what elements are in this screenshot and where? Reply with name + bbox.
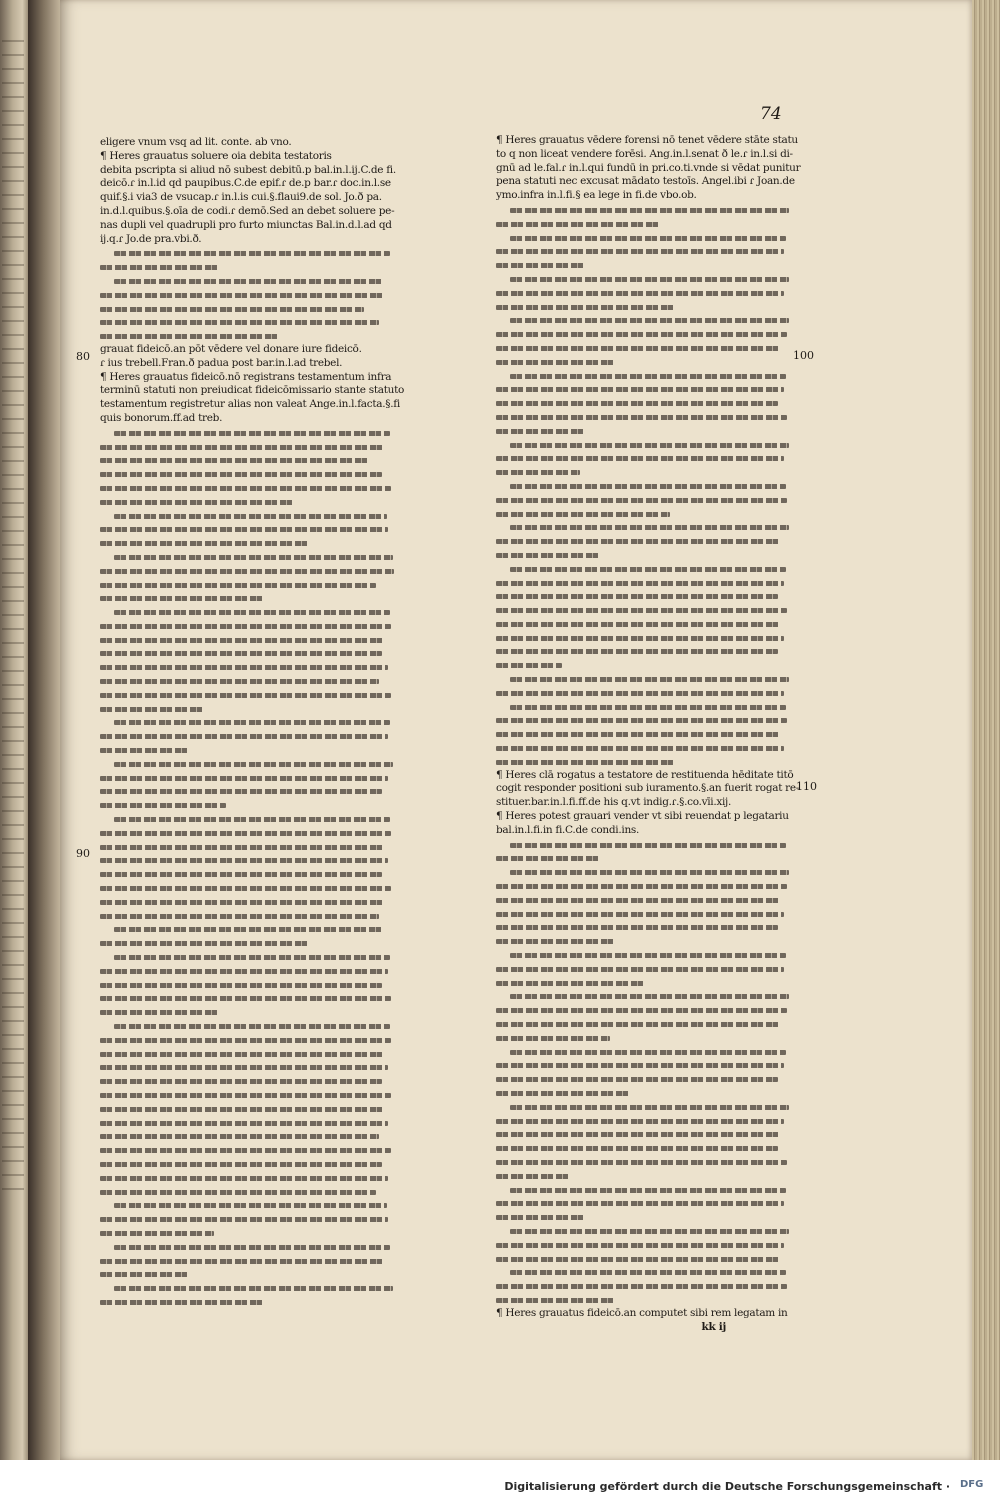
text-line xyxy=(100,481,400,495)
text-line xyxy=(496,617,796,631)
text-line xyxy=(100,798,400,812)
left-text-column xyxy=(100,136,405,1309)
text-line: ymo.infra in.l.fi.§ ea lege in fi.de vbo.ob. xyxy=(496,189,697,202)
text-line xyxy=(496,603,796,617)
text-line xyxy=(100,964,400,978)
text-line: in.d.l.quibus.§.oīa de codi.ɾ demō.Sed an debet soluere pe- xyxy=(100,204,395,217)
text-line xyxy=(100,771,400,785)
text-line xyxy=(100,1074,400,1088)
text-line xyxy=(100,715,400,729)
text-line xyxy=(100,1212,400,1226)
text-line xyxy=(100,1047,400,1061)
text-line: deicō.ɾ in.l.id qd paupibus.C.de epif.ɾ de.p bar.ɾ doc.in.l.se xyxy=(100,177,391,190)
text-line xyxy=(496,838,796,852)
text-line xyxy=(496,396,796,410)
text-line xyxy=(496,989,796,1003)
text-line xyxy=(496,410,796,424)
text-line xyxy=(496,1031,796,1045)
text-line xyxy=(496,851,796,865)
text-line xyxy=(496,727,796,741)
text-line xyxy=(496,948,796,962)
left-page-edge xyxy=(0,0,28,1499)
text-line xyxy=(496,272,796,286)
book-page xyxy=(60,0,972,1460)
text-line xyxy=(100,881,400,895)
text-line: bal.in.l.fi.in fi.C.de condi.ins. xyxy=(496,823,640,836)
text-line xyxy=(496,644,796,658)
text-line xyxy=(496,231,796,245)
text-line xyxy=(496,1086,796,1100)
text-line xyxy=(100,426,400,440)
text-line xyxy=(100,1116,400,1130)
text-line xyxy=(100,1254,400,1268)
text-line xyxy=(496,1169,796,1183)
text-line xyxy=(496,700,796,714)
text-line xyxy=(100,619,400,633)
text-line xyxy=(496,479,796,493)
page-number: 74 xyxy=(760,104,782,124)
text-line: to q non liceat vendere forēsi. Ang.in.l.senat ð le.ɾ in.l.si di- xyxy=(496,147,793,160)
text-line: nas dupli vel quadrupli pro furto miunctas Bal.in.d.l.ad qd xyxy=(100,218,392,231)
margin-number-100: 100 xyxy=(793,349,814,362)
text-line xyxy=(496,976,796,990)
text-line xyxy=(100,674,400,688)
text-line: eligere vnum vsq ad lit. conte. ab vno. xyxy=(100,136,292,148)
text-line xyxy=(496,589,796,603)
text-line xyxy=(100,826,400,840)
text-line xyxy=(496,203,796,217)
text-line xyxy=(496,1224,796,1238)
text-line: ¶ Heres grauatus soluere oia debita testatoris xyxy=(100,149,332,162)
text-line: ¶ Heres grauatus fideicō.an computet sibi rem legatam in xyxy=(496,1306,788,1319)
text-line xyxy=(100,991,400,1005)
text-line xyxy=(100,1185,400,1199)
text-line xyxy=(100,578,400,592)
text-line xyxy=(496,313,796,327)
text-line xyxy=(496,244,796,258)
text-line xyxy=(100,660,400,674)
text-line xyxy=(100,1157,400,1171)
text-line xyxy=(100,784,400,798)
book-gutter xyxy=(28,0,62,1499)
text-line xyxy=(100,302,400,316)
text-line xyxy=(496,934,796,948)
text-line: gnū ad le.fal.ɾ in.l.qui fundū in pri.co.ti.vnde si vēdat punitur xyxy=(496,161,801,174)
text-line xyxy=(496,286,796,300)
text-line xyxy=(100,440,400,454)
text-line xyxy=(496,493,796,507)
text-line: debita pscripta si aliud nō subest debitū.p bal.in.l.ij.C.de fi. xyxy=(100,163,396,176)
text-line: ij.q.ɾ Jo.de pra.vbi.ð. xyxy=(100,232,202,245)
text-line xyxy=(496,451,796,465)
text-line xyxy=(496,355,796,369)
text-line xyxy=(496,369,796,383)
text-line xyxy=(496,893,796,907)
text-line xyxy=(100,1005,400,1019)
text-line: testamentum registretur alias non valeat Ange.in.l.facta.§.fi xyxy=(100,398,400,411)
text-line xyxy=(100,1295,400,1309)
text-line xyxy=(100,1171,400,1185)
text-line xyxy=(496,562,796,576)
text-line xyxy=(496,382,796,396)
text-line xyxy=(100,702,400,716)
signature-mark: kk ij xyxy=(701,1320,726,1333)
text-line: ɾ ius trebell.Fran.ð padua post bar.in.l.ad trebel. xyxy=(100,356,343,369)
right-text-column xyxy=(496,134,801,1334)
text-line xyxy=(100,1226,400,1240)
text-line xyxy=(496,1127,796,1141)
text-line xyxy=(100,536,400,550)
text-line xyxy=(496,1045,796,1059)
text-line xyxy=(100,1060,400,1074)
text-line xyxy=(100,743,400,757)
text-line xyxy=(496,217,796,231)
text-line xyxy=(496,741,796,755)
margin-number-90: 90 xyxy=(76,847,90,860)
text-line xyxy=(496,865,796,879)
text-line xyxy=(496,1196,796,1210)
text-line xyxy=(100,1129,400,1143)
margin-number-80: 80 xyxy=(76,350,90,363)
text-line xyxy=(100,812,400,826)
text-line xyxy=(496,1017,796,1031)
text-line xyxy=(100,646,400,660)
text-line xyxy=(496,658,796,672)
text-line: quif.§.i via3 de vsucap.ɾ in.l.is cui.§.flaui9.de sol. Jo.ð pa. xyxy=(100,191,382,204)
text-line xyxy=(496,1293,796,1307)
text-line: quis bonorum.ff.ad treb. xyxy=(100,411,223,424)
text-line xyxy=(496,576,796,590)
text-line: ¶ Heres grauatus fideicō.nō registrans testamentum infra xyxy=(100,370,392,383)
text-line xyxy=(100,509,400,523)
text-line xyxy=(496,1238,796,1252)
text-line xyxy=(496,548,796,562)
text-line xyxy=(496,424,796,438)
text-line xyxy=(496,1252,796,1266)
text-line xyxy=(496,1155,796,1169)
text-line: grauat fideicō.an pōt vēdere vel donare iure fideicō. xyxy=(100,342,362,355)
text-line xyxy=(496,907,796,921)
text-line xyxy=(100,978,400,992)
text-line xyxy=(100,1143,400,1157)
text-line xyxy=(100,288,400,302)
text-line: ¶ Heres clā rogatus a testatore de restituenda hēditate titō xyxy=(496,768,794,781)
text-line xyxy=(496,686,796,700)
text-line xyxy=(496,465,796,479)
text-line xyxy=(100,274,400,288)
margin-number-110: 110 xyxy=(796,780,817,793)
text-line: ¶ Heres potest grauari vender vt sibi reuendat p legatariu xyxy=(496,810,789,823)
text-line xyxy=(100,591,400,605)
text-line xyxy=(100,950,400,964)
text-line xyxy=(100,246,400,260)
text-line xyxy=(100,453,400,467)
text-line xyxy=(496,962,796,976)
text-line xyxy=(100,867,400,881)
page-stack-edge xyxy=(972,0,1000,1460)
text-line xyxy=(496,920,796,934)
text-line xyxy=(496,341,796,355)
text-line: stituer.bar.in.l.fi.ff.de his q.vt indig.ɾ.§.co.vīi.xij. xyxy=(496,796,732,809)
text-line xyxy=(496,520,796,534)
text-line xyxy=(496,672,796,686)
text-line xyxy=(100,936,400,950)
text-line xyxy=(100,564,400,578)
text-line xyxy=(496,1279,796,1293)
text-line xyxy=(100,1102,400,1116)
text-line xyxy=(496,327,796,341)
text-line xyxy=(100,909,400,923)
text-line xyxy=(496,1072,796,1086)
text-line xyxy=(100,840,400,854)
text-line xyxy=(100,895,400,909)
text-line: ¶ Heres grauatus vēdere forensi nō tenet vēdere stāte statu xyxy=(496,134,798,146)
text-line xyxy=(496,1141,796,1155)
text-line xyxy=(496,1100,796,1114)
text-line xyxy=(496,1003,796,1017)
text-line xyxy=(100,1240,400,1254)
text-line xyxy=(496,1210,796,1224)
text-line xyxy=(496,534,796,548)
text-line xyxy=(496,1183,796,1197)
text-line xyxy=(496,1114,796,1128)
dfg-logo: DFG xyxy=(960,1479,984,1490)
text-line xyxy=(100,315,400,329)
text-line: pena statuti nec excusat mādato testoīs. Angel.ibi ɾ Joan.de xyxy=(496,175,795,188)
text-line xyxy=(100,329,400,343)
text-line xyxy=(496,1058,796,1072)
text-line xyxy=(100,688,400,702)
text-line xyxy=(496,879,796,893)
text-line xyxy=(496,755,796,769)
text-line: terminū statuti non preiudicat fideicōmissario stante statuto xyxy=(100,384,405,397)
text-line xyxy=(100,550,400,564)
left-page-text-fragment xyxy=(2,40,24,1200)
text-line xyxy=(496,507,796,521)
text-line xyxy=(100,1088,400,1102)
footer-funding-text: Digitalisierung gefördert durch die Deutsche Forschungsgemeinschaft · xyxy=(504,1480,950,1493)
text-line xyxy=(100,1267,400,1281)
text-line xyxy=(100,495,400,509)
text-line xyxy=(496,300,796,314)
text-line xyxy=(100,757,400,771)
text-line xyxy=(100,1019,400,1033)
text-line xyxy=(496,631,796,645)
text-line xyxy=(100,522,400,536)
text-line xyxy=(100,729,400,743)
text-line xyxy=(100,633,400,647)
text-line xyxy=(100,260,400,274)
text-line xyxy=(496,1265,796,1279)
text-line xyxy=(100,1198,400,1212)
text-line xyxy=(100,1281,400,1295)
text-line: cogit responder positioni sub iuramento.§.an fuerit rogat re- xyxy=(496,782,800,795)
text-line xyxy=(496,713,796,727)
text-line xyxy=(100,853,400,867)
text-line xyxy=(100,922,400,936)
text-line xyxy=(100,1033,400,1047)
text-line xyxy=(496,438,796,452)
text-line xyxy=(100,605,400,619)
text-line xyxy=(100,467,400,481)
text-line xyxy=(496,258,796,272)
